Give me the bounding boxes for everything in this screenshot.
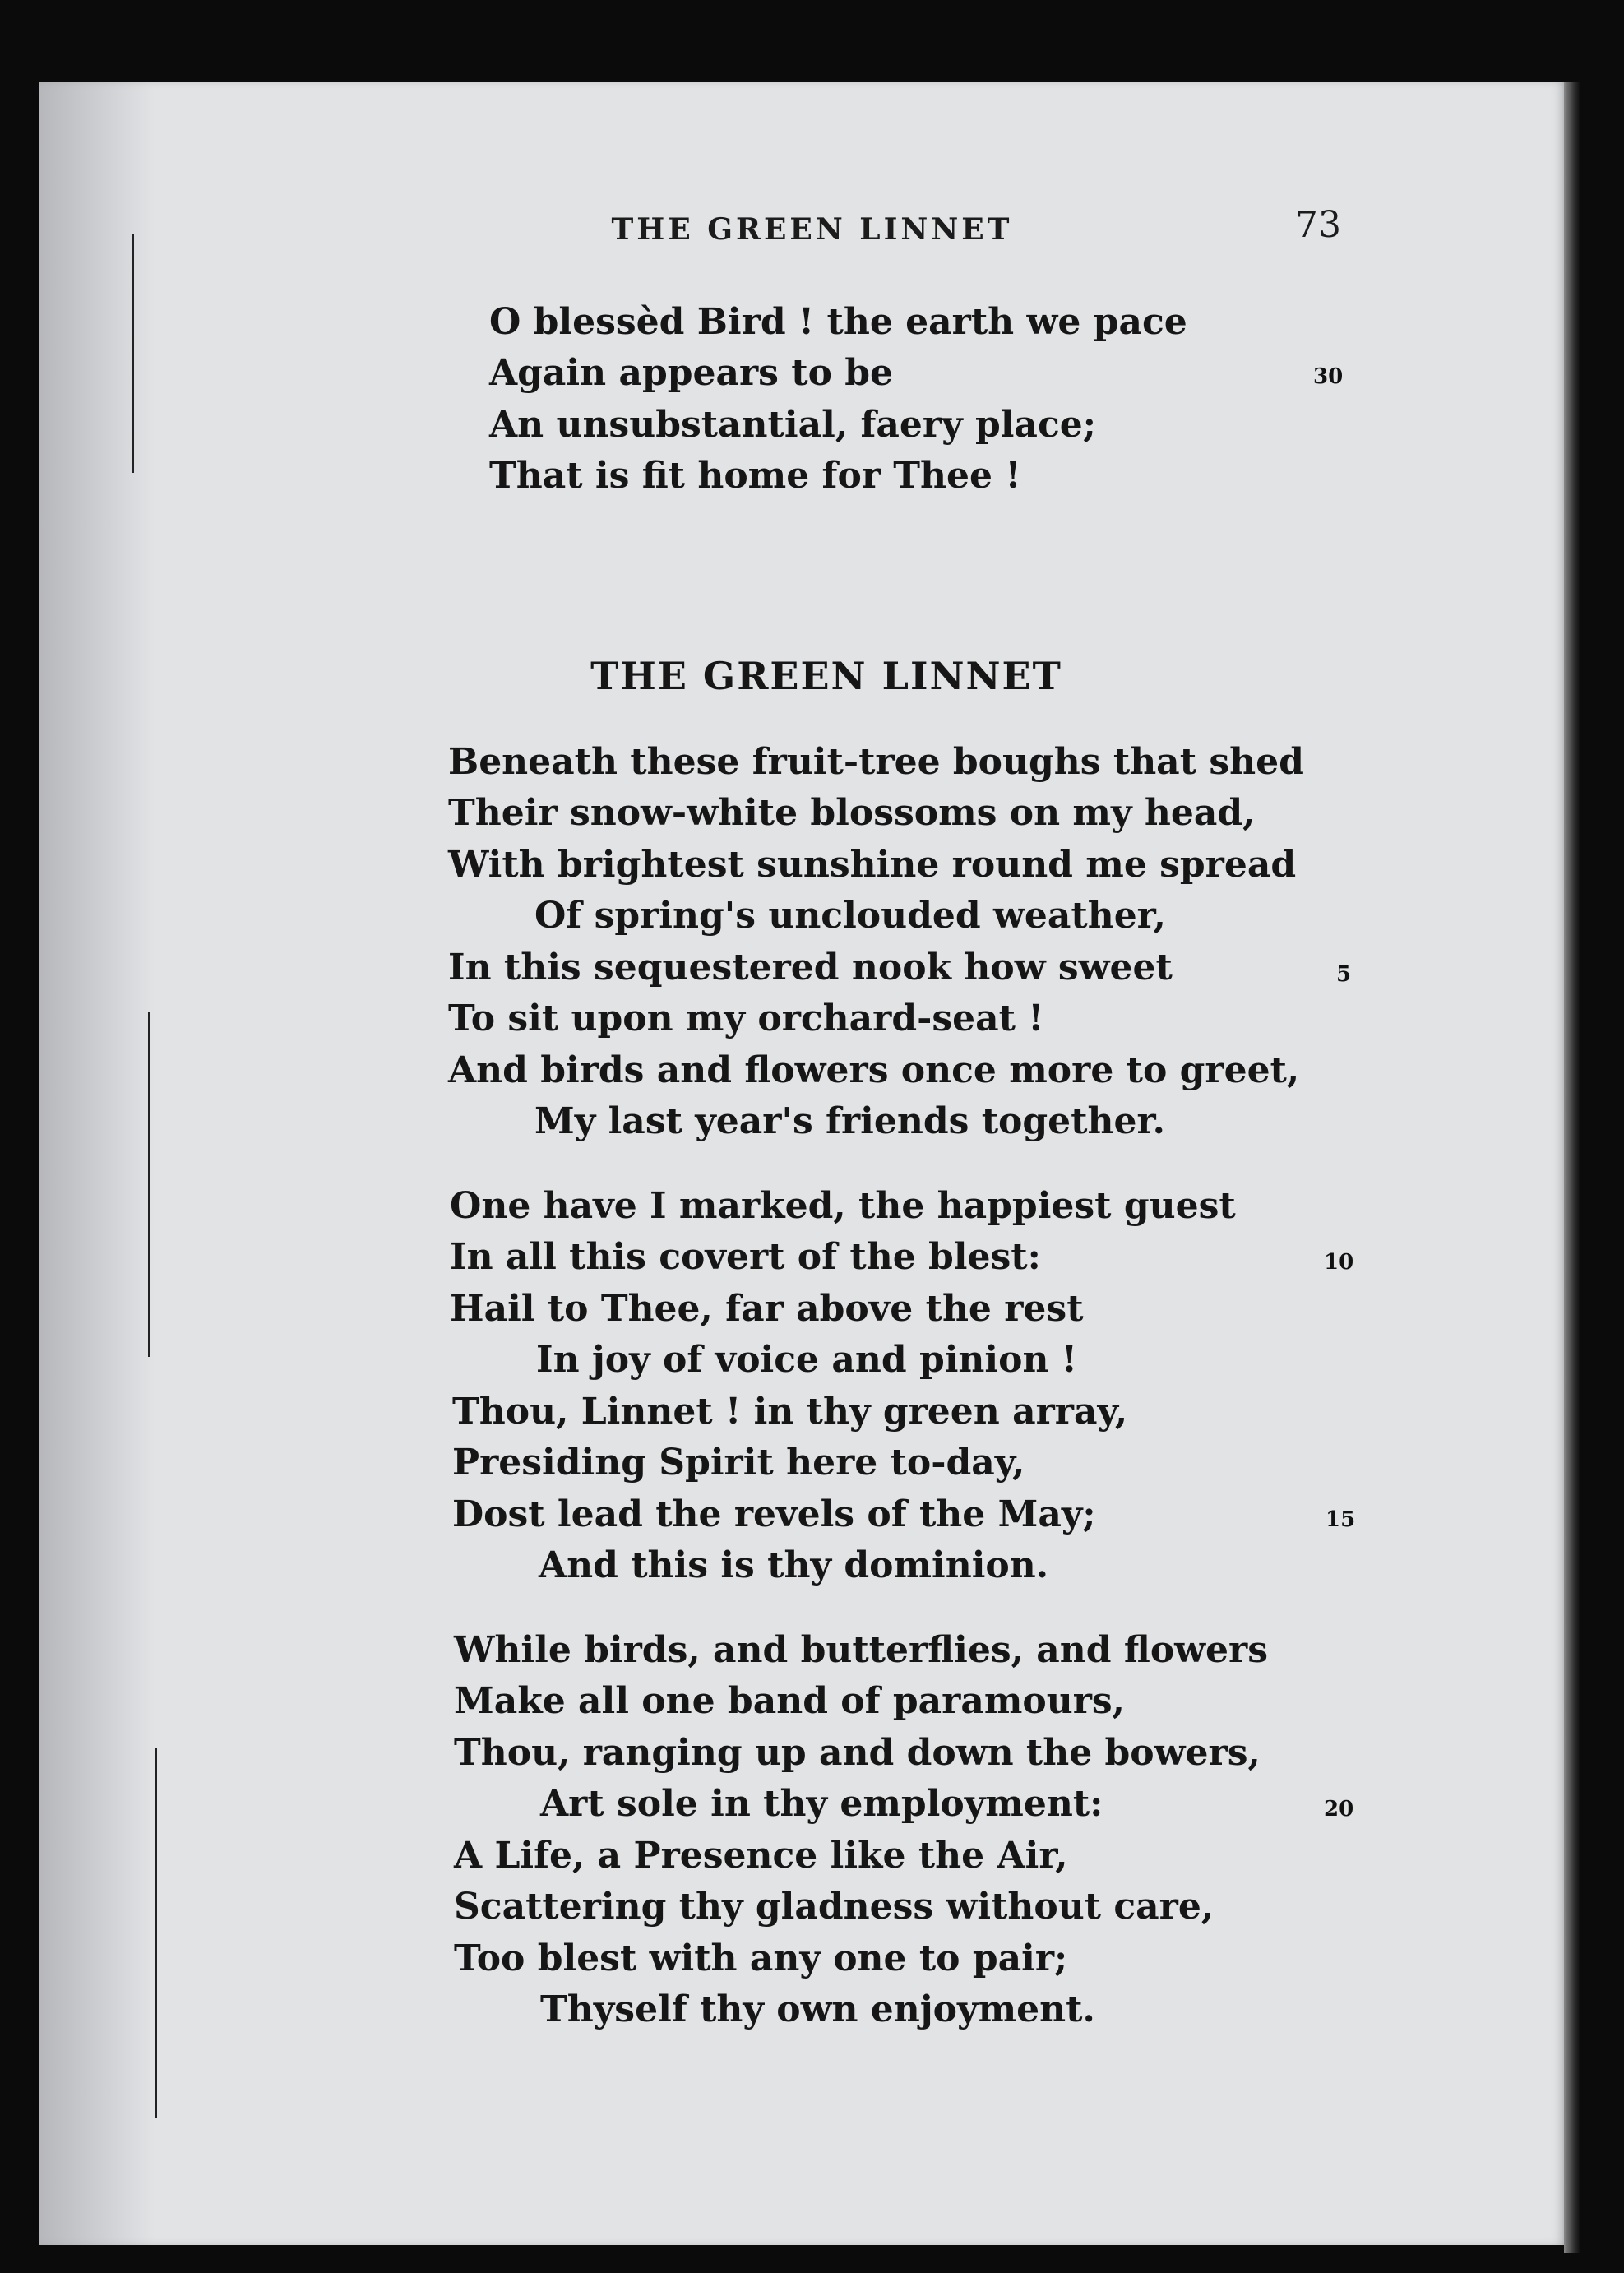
verse-line: Presiding Spirit here to-day, <box>452 1442 1025 1484</box>
verse-line: That is fit home for Thee ! <box>489 455 1021 497</box>
running-head: THE GREEN LINNET <box>611 212 1013 247</box>
line-number: 30 <box>1313 364 1344 389</box>
verse-line: In all this covert of the blest: <box>450 1236 1041 1278</box>
gutter-mark <box>148 1012 150 1357</box>
verse-line: Art sole in thy employment: <box>540 1783 1103 1825</box>
gutter-mark <box>132 234 134 473</box>
verse-line: Dost lead the revels of the May; <box>452 1493 1096 1535</box>
line-number: 5 <box>1336 962 1352 987</box>
verse-line: Too blest with any one to pair; <box>454 1937 1068 1979</box>
verse-line: In joy of voice and pinion ! <box>536 1339 1078 1381</box>
verse-line: Thou, ranging up and down the bowers, <box>454 1732 1261 1774</box>
verse-line: Thyself thy own enjoyment. <box>540 1988 1095 2030</box>
verse-line: My last year's friends together. <box>534 1100 1165 1142</box>
verse-line: One have I marked, the happiest guest <box>450 1185 1236 1227</box>
verse-line: Hail to Thee, far above the rest <box>450 1288 1084 1330</box>
verse-line: And this is thy dominion. <box>539 1544 1049 1586</box>
verse-line: Thou, Linnet ! in thy green array, <box>452 1391 1128 1433</box>
verse-line: Again appears to be <box>489 352 894 394</box>
verse-line: To sit upon my orchard-seat ! <box>448 998 1044 1039</box>
verse-line: An unsubstantial, faery place; <box>489 404 1096 446</box>
verse-line: In this sequestered nook how sweet <box>448 947 1173 988</box>
verse-line: With brightest sunshine round me spread <box>448 844 1297 886</box>
verse-line: Of spring's unclouded weather, <box>534 895 1166 937</box>
verse-line: While birds, and butterflies, and flowers <box>454 1629 1268 1671</box>
line-number: 15 <box>1326 1507 1356 1532</box>
page-number: 73 <box>1295 204 1341 246</box>
verse-line: A Life, a Presence like the Air, <box>454 1835 1068 1877</box>
gutter-mark <box>155 1748 157 2118</box>
page-edge <box>1564 82 1580 2253</box>
verse-line: O blessèd Bird ! the earth we pace <box>489 301 1187 343</box>
verse-line: Scattering thy gladness without care, <box>454 1886 1215 1928</box>
verse-line: Make all one band of paramours, <box>454 1680 1125 1722</box>
line-number: 10 <box>1324 1250 1354 1275</box>
gutter-shadow <box>39 82 155 2245</box>
line-number: 20 <box>1324 1797 1354 1822</box>
verse-line: Their snow-white blossoms on my head, <box>448 792 1256 834</box>
verse-line: And birds and flowers once more to greet, <box>448 1049 1300 1091</box>
verse-line: Beneath these fruit-tree boughs that shed <box>448 741 1304 783</box>
poem-title: THE GREEN LINNET <box>590 654 1062 698</box>
